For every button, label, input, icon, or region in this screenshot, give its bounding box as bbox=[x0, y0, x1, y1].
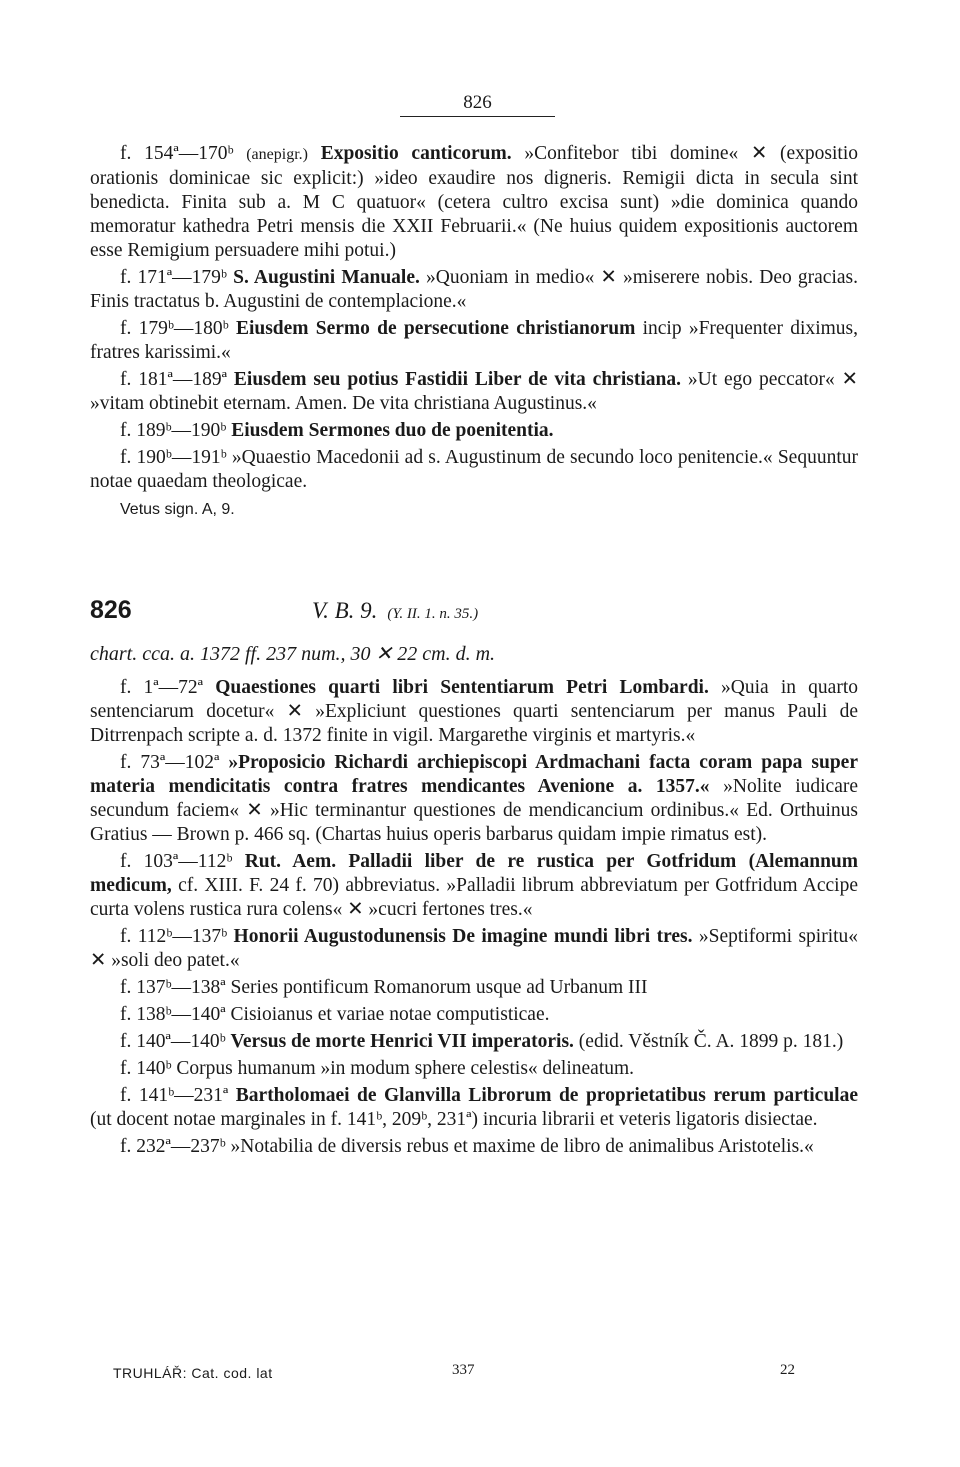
manuscript-description: chart. cca. a. 1372 ff. 237 num., 30 ✕ 22 cm. d. m. bbox=[90, 643, 496, 665]
entry-folio: f. 141ᵇ—231ª bbox=[120, 1085, 229, 1106]
entry-title: Eiusdem Sermo de persecutione christianorum bbox=[235, 318, 636, 339]
entry-title: Eiusdem seu potius Fastidii Liber de vita christiana. bbox=[233, 369, 681, 390]
catalog-entry bbox=[90, 1084, 858, 1132]
catalog-entry bbox=[90, 266, 858, 314]
entry-folio: f. 137ᵇ—138ª bbox=[120, 977, 226, 998]
catalog-entry bbox=[90, 751, 858, 847]
entry-text: Series pontificum Romanorum usque ad Urbanum III bbox=[230, 977, 648, 998]
entries-bottom bbox=[90, 676, 858, 1159]
entry-folio: f. 140ª—140ᵇ bbox=[120, 1031, 226, 1052]
entry-folio: f. 140ᵇ bbox=[120, 1058, 172, 1079]
catalog-entry bbox=[90, 850, 858, 922]
entry-title: S. Augustini Manuale. bbox=[233, 267, 420, 288]
entry-title: Honorii Augustodunensis De imagine mundi libri tres. bbox=[233, 926, 693, 947]
entry-folio: f. 103ª—112ᵇ bbox=[120, 851, 233, 872]
entry-title: Rut. Aem. Palladii liber de re rustica per Gotfridum (Alemannum medicum, bbox=[90, 851, 859, 896]
entry-folio: f. 171ª—179ᵇ bbox=[120, 267, 227, 288]
manuscript-signature: V. B. 9. (Y. II. 1. n. 35.) bbox=[312, 598, 479, 623]
catalog-entry bbox=[90, 317, 858, 365]
entry-text: incip »Frequenter diximus, fratres karissimi.« bbox=[90, 318, 859, 363]
entry-text: »Quia in quarto sentenciarum docetur« ✕ »Expliciunt questiones quarti sentenciarum per manus Pauli de Ditrrenpach scripte a. d. 1372 finite in vigil. Margarethe virginis et martyris.« bbox=[90, 677, 858, 746]
entry-title: Quaestiones quarti libri Sententiarum Petri Lombardi. bbox=[215, 677, 709, 698]
catalog-entry bbox=[90, 142, 858, 263]
footer-catalog: TRUHLÁŘ: Cat. cod. lat bbox=[113, 1365, 273, 1381]
entry-folio: f. 73ª—102ª bbox=[120, 752, 220, 773]
old-signature: Vetus sign. A, 9. bbox=[120, 501, 235, 518]
manuscript-old-reference: (Y. II. 1. n. 35.) bbox=[387, 606, 479, 622]
entry-folio: f. 154ª—170ᵇ bbox=[120, 143, 234, 164]
entry-folio: f. 1ª—72ª bbox=[120, 677, 204, 698]
entry-text: Corpus humanum »in modum sphere celestis« delineatum. bbox=[176, 1058, 635, 1079]
entry-title: »Proposicio Richardi archiepiscopi Ardmachani facta coram papa super materia mendicitatis contra fratres mendicantes Avenione a. 1357.« bbox=[90, 752, 858, 797]
entry-text: »Notabilia de diversis rebus et maxime de libro de animalibus Aristotelis.« bbox=[230, 1136, 814, 1157]
catalog-entry bbox=[90, 446, 858, 494]
entry-text: cf. XIII. F. 24 f. 70) abbreviatus. »Palladii librum abbreviatum per Gotfridum Accipe curta volens rustica rura colens« ✕ »cucri fertones tres.« bbox=[90, 875, 858, 920]
entry-text: »Confitebor tibi domine« ✕ (expositio orationis dominicae sic explicit:) »ideo exaudire nos digneris. Remigii dicta in secula sint benedicta. Finita sub a. M C quatuor« (cetera cultro excisa sunt) »die dominica quando memoratur kathedra Petri mensis die XXII Februarii.« (Ne huius quidem expositionis auctorem esse Remigium persuadere mihi potui.) bbox=[90, 143, 858, 261]
entry-folio: f. 179ᵇ—180ᵇ bbox=[120, 318, 229, 339]
entry-title: Eiusdem Sermones duo de poenitentia. bbox=[231, 420, 554, 441]
catalog-entry bbox=[90, 419, 858, 443]
entry-text: »Quoniam in medio« ✕ »miserere nobis. Deo gracias. Finis tractatus b. Augustini de contemplacione.« bbox=[90, 267, 858, 312]
entry-folio: f. 189ᵇ—190ᵇ bbox=[120, 420, 227, 441]
entry-title: Bartholomaei de Glanvilla Librorum de proprietatibus rerum particulae bbox=[235, 1085, 859, 1106]
entries-top bbox=[90, 142, 858, 522]
entry-folio: f. 138ᵇ—140ª bbox=[120, 1004, 226, 1025]
manuscript-number: 826 bbox=[90, 596, 132, 624]
page-number: 826 bbox=[400, 92, 555, 117]
catalog-entry bbox=[90, 925, 858, 973]
entry-folio: f. 112ᵇ—137ᵇ bbox=[120, 926, 228, 947]
catalog-entry bbox=[90, 1003, 858, 1027]
entry-note: (anepigr.) bbox=[246, 146, 308, 163]
entry-folio: f. 190ᵇ—191ᵇ bbox=[120, 447, 227, 468]
entry-text: »Nolite iudicare secundum faciem« ✕ »Hic terminantur questiones de mendicancium ordinibus.« Ed. Orthuinus Gratius — Brown p. 466 sq. (Chartas huius operis barbarus quidam impie rimatus est). bbox=[90, 776, 858, 845]
manuscript-heading bbox=[90, 596, 850, 628]
entry-text: »Quaestio Macedonii ad s. Augustinum de secundo loco penitencie.« Sequuntur notae quaedam theologicae. bbox=[90, 447, 859, 492]
footer-page: 337 bbox=[452, 1362, 475, 1378]
entry-folio: f. 232ª—237ᵇ bbox=[120, 1136, 226, 1157]
entry-text: (ut docent notae marginales in f. 141ᵇ, 209ᵇ, 231ª) incuria librarii et veteris ligatoris disiectae. bbox=[90, 1109, 818, 1130]
entry-text: »Ut ego peccator« ✕ »vitam obtinebit eternam. Amen. De vita christiana Augustinus.« bbox=[90, 369, 859, 414]
footer-sheet: 22 bbox=[780, 1362, 795, 1378]
entry-title: Versus de morte Henrici VII imperatoris. bbox=[230, 1031, 574, 1052]
entry-text: Cisioianus et variae notae computisticae. bbox=[230, 1004, 550, 1025]
entry-title: Expositio canticorum. bbox=[320, 143, 512, 164]
catalog-entry bbox=[90, 1135, 858, 1159]
entry-folio: f. 181ª—189ª bbox=[120, 369, 228, 390]
catalog-entry bbox=[90, 976, 858, 1000]
catalog-entry bbox=[90, 1030, 858, 1054]
catalog-entry bbox=[90, 1057, 858, 1081]
page-footer bbox=[0, 1362, 960, 1386]
entry-text: »Septiformi spiritu« ✕ »soli deo patet.« bbox=[90, 926, 859, 971]
catalog-entry bbox=[90, 676, 858, 748]
catalog-entry bbox=[90, 368, 858, 416]
entry-text: (edid. Věstník Č. A. 1899 p. 181.) bbox=[578, 1031, 844, 1052]
